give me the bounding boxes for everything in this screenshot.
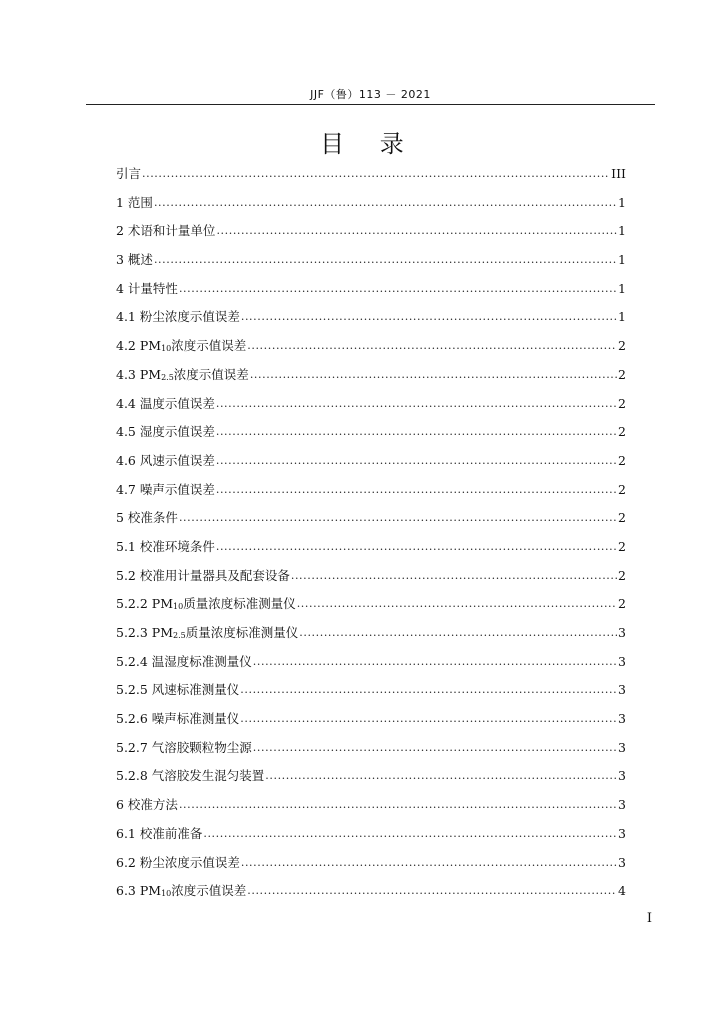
document-code-header: JJF（鲁）113 － 2021	[310, 88, 431, 101]
toc-entry-label: 3 概述	[116, 252, 153, 268]
toc-entry-label: 5.2.7 气溶胶颗粒物尘源	[116, 739, 252, 755]
toc-entry	[116, 504, 626, 533]
toc-dot-leader	[253, 648, 617, 677]
toc-entry-label-suffix: 浓度示值误差	[173, 366, 249, 382]
toc-entry	[116, 332, 626, 361]
toc-entry	[116, 418, 626, 447]
toc-entry-page-number: 1	[618, 280, 626, 296]
toc-entry	[116, 820, 626, 849]
toc-entry	[116, 705, 626, 734]
toc-entry-label-prefix: 6.3 PM	[116, 883, 162, 899]
toc-entry-label-suffix: 浓度示值误差	[171, 883, 247, 899]
toc-entry-label-suffix: 质量浓度标准测量仪	[183, 596, 296, 612]
toc-entry-page-number: 3	[618, 682, 626, 698]
toc-entry-page-number: 2	[618, 538, 626, 554]
toc-dot-leader	[241, 849, 617, 878]
toc-dot-leader	[216, 418, 617, 447]
toc-entry	[116, 676, 626, 705]
toc-entry-label: 4.1 粉尘浓度示值误差	[116, 309, 240, 325]
toc-dot-leader	[216, 447, 617, 476]
toc-entry-label: 5.2.5 风速标准测量仪	[116, 682, 240, 698]
toc-entry	[116, 762, 626, 791]
toc-entry-page-number: 3	[618, 711, 626, 727]
toc-entry	[116, 217, 626, 246]
toc-entry-page-number: 2	[618, 366, 626, 382]
toc-entry-page-number: 2	[618, 452, 626, 468]
toc-entry-label-subscript: 10	[161, 344, 172, 354]
toc-dot-leader	[299, 619, 617, 648]
toc-entry-label: 4.6 风速示值误差	[116, 452, 215, 468]
toc-entry	[116, 246, 626, 275]
toc-dot-leader	[216, 217, 617, 246]
toc-dot-leader	[247, 877, 617, 906]
toc-entry	[116, 189, 626, 218]
toc-entry	[116, 590, 626, 619]
toc-entry-label	[116, 361, 249, 390]
toc-entry-label-subscript: 2.5	[161, 372, 174, 382]
toc-entry-label-suffix: 质量浓度标准测量仪	[185, 625, 299, 640]
toc-entry-page-number: 3	[618, 797, 626, 813]
toc-entry-page-number: 2	[618, 424, 626, 440]
toc-entry	[116, 361, 626, 390]
toc-entry	[116, 160, 626, 189]
toc-entry	[116, 476, 626, 505]
header-rule	[86, 104, 655, 105]
toc-entry	[116, 877, 626, 906]
toc-entry	[116, 303, 626, 332]
toc-entry-page-number: 2	[618, 481, 626, 497]
toc-entry	[116, 619, 626, 648]
toc-entry-label: 4.5 湿度示值误差	[116, 424, 215, 440]
toc-entry-page-number: 3	[618, 625, 626, 640]
toc-entry-label-prefix: 4.3 PM	[116, 366, 162, 382]
toc-entry-page-number: 1	[618, 309, 626, 325]
toc-entry-page-number: 2	[618, 567, 626, 583]
toc-entry-page-number: 4	[618, 883, 626, 899]
toc-dot-leader	[216, 533, 617, 562]
toc-entry-label: 5.1 校准环境条件	[116, 538, 215, 554]
toc-entry-label-subscript: 10	[173, 602, 184, 612]
toc-dot-leader	[216, 390, 617, 419]
toc-entry	[116, 791, 626, 820]
toc-entry-label: 5 校准条件	[116, 510, 178, 526]
footer-page-number: I	[646, 911, 652, 926]
toc-entry-label: 6.2 粉尘浓度示值误差	[116, 854, 240, 870]
toc-entry-label: 5.2 校准用计量器具及配套设备	[116, 567, 290, 583]
toc-entry-label: 5.2.8 气溶胶发生混匀装置	[116, 768, 265, 784]
toc-dot-leader	[240, 705, 617, 734]
toc-entry	[116, 533, 626, 562]
toc-entry-page-number: 2	[618, 596, 626, 612]
toc-entry-page-number: 3	[618, 768, 626, 784]
toc-dot-leader	[253, 734, 617, 763]
toc-entry-label	[116, 590, 296, 619]
toc-dot-leader	[203, 820, 617, 849]
toc-entry-page-number: 1	[618, 194, 626, 210]
toc-entry-label-suffix: 浓度示值误差	[171, 338, 247, 354]
toc-dot-leader	[142, 160, 610, 189]
toc-entry-label: 4.7 噪声示值误差	[116, 481, 215, 497]
toc-entry-page-number: 2	[618, 395, 626, 411]
toc-entry-label: 5.2.4 温湿度标准测量仪	[116, 653, 252, 669]
table-of-contents	[116, 160, 626, 906]
toc-dot-leader	[265, 762, 617, 791]
toc-dot-leader	[291, 562, 617, 591]
toc-entry-label: 4 计量特性	[116, 280, 178, 296]
toc-entry-page-number: 1	[618, 252, 626, 268]
toc-entry-label-prefix: 5.2.2 PM	[116, 596, 173, 612]
toc-entry-label	[116, 619, 298, 648]
toc-entry	[116, 849, 626, 878]
toc-entry-page-number: 3	[618, 825, 626, 841]
toc-entry-page-number: 1	[618, 223, 626, 239]
page-title: 目 录	[320, 130, 418, 158]
toc-dot-leader	[154, 246, 617, 275]
toc-entry	[116, 390, 626, 419]
toc-dot-leader	[216, 476, 617, 505]
toc-entry-page-number: III	[611, 166, 626, 181]
toc-dot-leader	[297, 590, 617, 619]
toc-entry-label: 2 术语和计量单位	[116, 223, 216, 239]
toc-entry-label: 引言	[116, 166, 142, 181]
toc-entry-label-prefix: 5.2.3 PM	[116, 625, 173, 640]
toc-entry-page-number: 3	[618, 653, 626, 669]
toc-entry-label	[116, 332, 246, 361]
toc-entry	[116, 562, 626, 591]
toc-entry-label: 6.1 校准前准备	[116, 825, 203, 841]
toc-dot-leader	[241, 303, 617, 332]
toc-dot-leader	[179, 275, 617, 304]
toc-entry	[116, 734, 626, 763]
toc-entry-page-number: 2	[618, 510, 626, 526]
toc-dot-leader	[247, 332, 617, 361]
toc-entry-label-subscript: 2.5	[173, 631, 186, 640]
toc-entry-label: 5.2.6 噪声标准测量仪	[116, 711, 240, 727]
toc-dot-leader	[179, 791, 617, 820]
toc-entry-label	[116, 877, 246, 906]
toc-entry-label-prefix: 4.2 PM	[116, 338, 162, 354]
toc-entry-label: 6 校准方法	[116, 797, 178, 813]
toc-entry	[116, 447, 626, 476]
toc-entry-label: 4.4 温度示值误差	[116, 395, 215, 411]
toc-entry-label: 1 范围	[116, 194, 153, 210]
toc-entry-page-number: 2	[618, 338, 626, 354]
toc-dot-leader	[179, 504, 617, 533]
toc-dot-leader	[240, 676, 617, 705]
toc-entry-page-number: 3	[618, 739, 626, 755]
toc-dot-leader	[250, 361, 617, 390]
toc-entry-page-number: 3	[618, 854, 626, 870]
toc-entry	[116, 648, 626, 677]
toc-dot-leader	[154, 189, 617, 218]
toc-entry-label-subscript: 10	[161, 889, 172, 899]
toc-entry	[116, 275, 626, 304]
